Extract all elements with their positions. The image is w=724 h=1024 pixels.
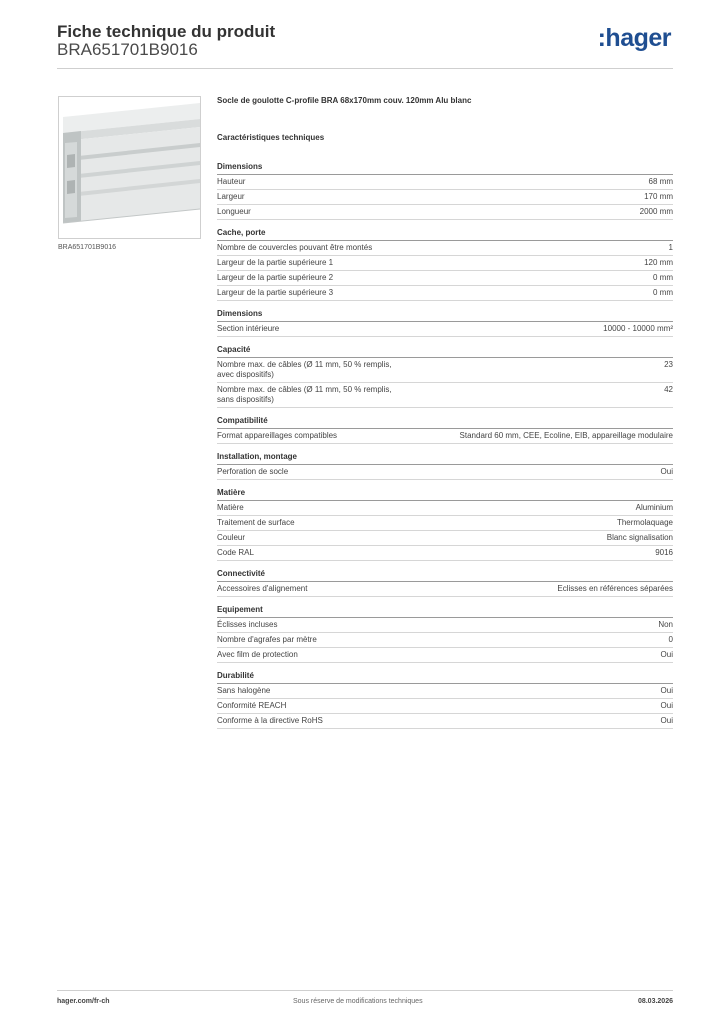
- spec-group-title: Equipement: [217, 597, 673, 618]
- footer-website[interactable]: hager.com/fr-ch: [57, 998, 110, 1005]
- spec-content: [217, 96, 673, 729]
- spec-group: [217, 337, 673, 408]
- spec-group: [217, 663, 673, 729]
- spec-label: Longueur: [217, 207, 251, 216]
- spec-group-title: Capacité: [217, 337, 673, 358]
- spec-row: [217, 684, 673, 699]
- spec-value: Standard 60 mm, CEE, Ecoline, EIB, appareillage modulaire: [459, 431, 673, 440]
- spec-value: Non: [658, 620, 673, 629]
- product-reference: BRA651701B9016: [57, 40, 198, 59]
- spec-row: [217, 618, 673, 633]
- spec-row: [217, 256, 673, 271]
- spec-group-title: Dimensions: [217, 301, 673, 322]
- spec-value: Oui: [660, 701, 673, 710]
- spec-label: Hauteur: [217, 177, 246, 186]
- spec-group: [217, 408, 673, 444]
- spec-row: [217, 241, 673, 256]
- spec-row: [217, 175, 673, 190]
- header-divider: [57, 68, 673, 69]
- spec-row: [217, 205, 673, 220]
- spec-group: [217, 561, 673, 597]
- spec-row: [217, 582, 673, 597]
- spec-group-title: Compatibilité: [217, 408, 673, 429]
- spec-group-title: Connectivité: [217, 561, 673, 582]
- spec-row: [217, 322, 673, 337]
- spec-group: [217, 444, 673, 480]
- spec-value: 0 mm: [653, 273, 673, 282]
- spec-row: [217, 546, 673, 561]
- spec-value: 2000 mm: [639, 207, 673, 216]
- spec-label: Largeur: [217, 192, 245, 201]
- trunking-illustration: [59, 97, 200, 238]
- spec-value: Oui: [660, 467, 673, 476]
- spec-row: [217, 190, 673, 205]
- spec-value: 42: [664, 385, 673, 394]
- spec-value: 10000 - 10000 mm²: [603, 324, 673, 333]
- spec-group: [217, 301, 673, 337]
- spec-value: 23: [664, 360, 673, 369]
- spec-value: 120 mm: [644, 258, 673, 267]
- spec-label: Avec film de protection: [217, 650, 298, 659]
- spec-value: Blanc signalisation: [606, 533, 673, 542]
- spec-label: Couleur: [217, 533, 246, 542]
- spec-label: Traitement de surface: [217, 518, 295, 527]
- spec-label: Nombre d'agrafes par mètre: [217, 635, 317, 644]
- spec-row: [217, 714, 673, 729]
- spec-group-title: Durabilité: [217, 663, 673, 684]
- spec-label: Nombre max. de câbles (Ø 11 mm, 50 % remplis, sans dispositifs): [217, 385, 392, 404]
- spec-label: Largeur de la partie supérieure 2: [217, 273, 334, 282]
- spec-value: Oui: [660, 716, 673, 725]
- spec-row: [217, 699, 673, 714]
- spec-value: Oui: [660, 686, 673, 695]
- spec-value: 0: [668, 635, 673, 644]
- spec-row: [217, 633, 673, 648]
- spec-group: [217, 597, 673, 663]
- spec-label: Accessoires d'alignement: [217, 584, 308, 593]
- spec-label: Matière: [217, 503, 244, 512]
- spec-group-title: Cache, porte: [217, 220, 673, 241]
- page-header: [57, 20, 673, 70]
- spec-value: 170 mm: [644, 192, 673, 201]
- spec-group-title: Matière: [217, 480, 673, 501]
- spec-value: 0 mm: [653, 288, 673, 297]
- spec-label: Conformité REACH: [217, 701, 287, 710]
- spec-group: [217, 480, 673, 561]
- spec-groups: [217, 154, 673, 729]
- spec-value: Thermolaquage: [616, 518, 673, 527]
- product-name: Socle de goulotte C-profile BRA 68x170mm couv. 120mm Alu blanc: [217, 96, 472, 105]
- spec-row: [217, 501, 673, 516]
- spec-label: Conforme à la directive RoHS: [217, 716, 323, 725]
- spec-label: Sans halogène: [217, 686, 271, 695]
- spec-value: 68 mm: [648, 177, 673, 186]
- page-title: Fiche technique du produit: [57, 22, 276, 41]
- spec-label: Largeur de la partie supérieure 3: [217, 288, 334, 297]
- footer-divider: [57, 990, 673, 991]
- spec-row: [217, 271, 673, 286]
- spec-value: Aluminium: [635, 503, 673, 512]
- footer-date: 08.03.2026: [637, 998, 673, 1005]
- hager-logo: :hager: [597, 24, 671, 52]
- spec-label: Éclisses incluses: [217, 620, 278, 629]
- spec-group: [217, 220, 673, 301]
- spec-value: Eclisses en références séparées: [557, 584, 673, 593]
- spec-value: 1: [668, 243, 673, 252]
- spec-group: [217, 154, 673, 220]
- spec-label: Code RAL: [217, 548, 254, 557]
- spec-label: Perforation de socle: [217, 467, 289, 476]
- image-caption: BRA651701B9016: [58, 244, 116, 251]
- spec-label: Nombre de couvercles pouvant être montés: [217, 243, 373, 252]
- spec-row: [217, 286, 673, 301]
- spec-label: Largeur de la partie supérieure 1: [217, 258, 334, 267]
- spec-group-title: Dimensions: [217, 154, 673, 175]
- spec-label: Section intérieure: [217, 324, 280, 333]
- spec-row: [217, 383, 673, 408]
- spec-label: Nombre max. de câbles (Ø 11 mm, 50 % remplis, avec dispositifs): [217, 360, 392, 379]
- footer-disclaimer: Sous réserve de modifications techniques: [293, 998, 423, 1005]
- spec-row: [217, 358, 673, 383]
- spec-row: [217, 648, 673, 663]
- spec-row: [217, 516, 673, 531]
- spec-row: [217, 531, 673, 546]
- spec-label: Format appareillages compatibles: [217, 431, 338, 440]
- spec-value: Oui: [660, 650, 673, 659]
- product-image: [58, 96, 201, 239]
- spec-group-title: Installation, montage: [217, 444, 673, 465]
- spec-row: [217, 465, 673, 480]
- spec-value: 9016: [655, 548, 673, 557]
- spec-row: [217, 429, 673, 444]
- section-title: Caractéristiques techniques: [217, 133, 325, 142]
